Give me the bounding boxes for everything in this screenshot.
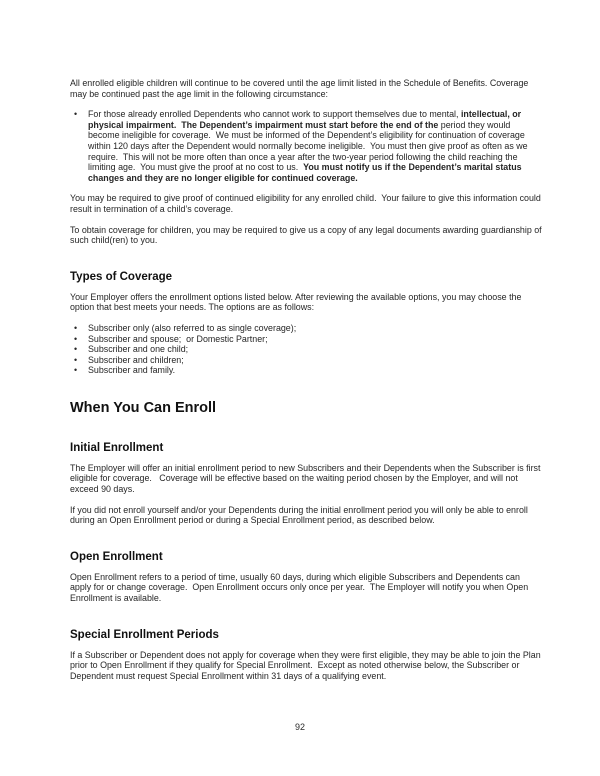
heading-special-enrollment-periods: Special Enrollment Periods <box>70 628 219 641</box>
bullet-coverage-option-subscriber-spouse: • Subscriber and spouse; or Domestic Partner; <box>70 334 542 345</box>
bullet-coverage-option-subscriber-one-child: • Subscriber and one child; <box>70 344 542 355</box>
paragraph-initial-enrollment-1: The Employer will offer an initial enrollment period to new Subscribers and their Dependents when the Subscriber is first eligible for coverage. Coverage will be effective based on the waiting period chosen by the Employer, and will not exceed 90 days. <box>70 462 543 495</box>
impairment-segment-regular-2: period they would become ineligible for coverage. We must be informed of the Dependent’s eligibility for continuation of coverage within 120 days after the Dependent would normally become ineligible. You must then give proof as often as we require. This will not be more often than once a year after the two-year period following the child reaching the limiting age. You must give the proof at no cost to us. <box>88 119 531 173</box>
bullet-coverage-option-subscriber-family: • Subscriber and family. <box>70 365 542 376</box>
heading-open-enrollment: Open Enrollment <box>70 550 163 563</box>
impairment-bullet-list <box>70 109 542 183</box>
paragraph-open-enrollment-1: Open Enrollment refers to a period of time, usually 60 days, during which eligible Subscribers and Dependents can apply for or change coverage. Open Enrollment occurs only once per year. The Employer will notify you when Open Enrollment is available. <box>70 571 531 604</box>
page-content <box>70 78 545 691</box>
impairment-segment-bold-1: intellectual, or physical impairment. The Dependent’s impairment must start before the end of the <box>88 109 524 130</box>
paragraph-proof-of-eligibility: You may be required to give proof of continued eligibility for any enrolled child. Your failure to give this information could result in termination of a child’s coverage. <box>70 193 544 214</box>
paragraph-special-enrollment-1: If a Subscriber or Dependent does not apply for coverage when they were first eligible, they may be able to join the Plan prior to Open Enrollment if they qualify for Special Enrollment. Except as noted otherwise below, the Subscriber or Dependent must request Special Enrollment within 31 days of a qualifying event. <box>70 649 544 681</box>
bullet-coverage-option-subscriber-children: • Subscriber and children; <box>70 355 542 366</box>
heading-types-of-coverage: Types of Coverage <box>70 270 173 283</box>
impairment-segment-bold-2: You must notify us if the Dependent’s marital status changes and they are no longer eligible for continued coverage. <box>88 162 525 183</box>
bullet-coverage-option-subscriber-only: • Subscriber only (also referred to as single coverage); <box>70 323 542 334</box>
heading-when-you-can-enroll: When You Can Enroll <box>70 399 217 416</box>
paragraph-enrollment-options-intro: Your Employer offers the enrollment options listed below. After reviewing the available options, you may choose the option that best meets your needs. The options are as follows: <box>70 291 524 313</box>
heading-initial-enrollment: Initial Enrollment <box>70 441 164 454</box>
impairment-segment-regular-1: For those already enrolled Dependents who cannot work to support themselves due to mental, <box>88 109 461 120</box>
coverage-options-list <box>70 323 542 376</box>
paragraph-continuation-intro: All enrolled eligible children will continue to be covered until the age limit listed in the Schedule of Benefits. Coverage may be continued past the age limit in the following circumstance: <box>70 78 531 99</box>
paragraph-initial-enrollment-2: If you did not enroll yourself and/or your Dependents during the initial enrollment period you will only be able to enroll during an Open Enrollment period or during a Special Enrollment period, as described below. <box>70 504 531 526</box>
page-number: 92 <box>294 722 305 732</box>
bullet-impairment <box>70 109 542 183</box>
paragraph-legal-guardianship: To obtain coverage for children, you may be required to give us a copy of any legal documents awarding guardianship of such child(ren) to you. <box>70 224 545 246</box>
